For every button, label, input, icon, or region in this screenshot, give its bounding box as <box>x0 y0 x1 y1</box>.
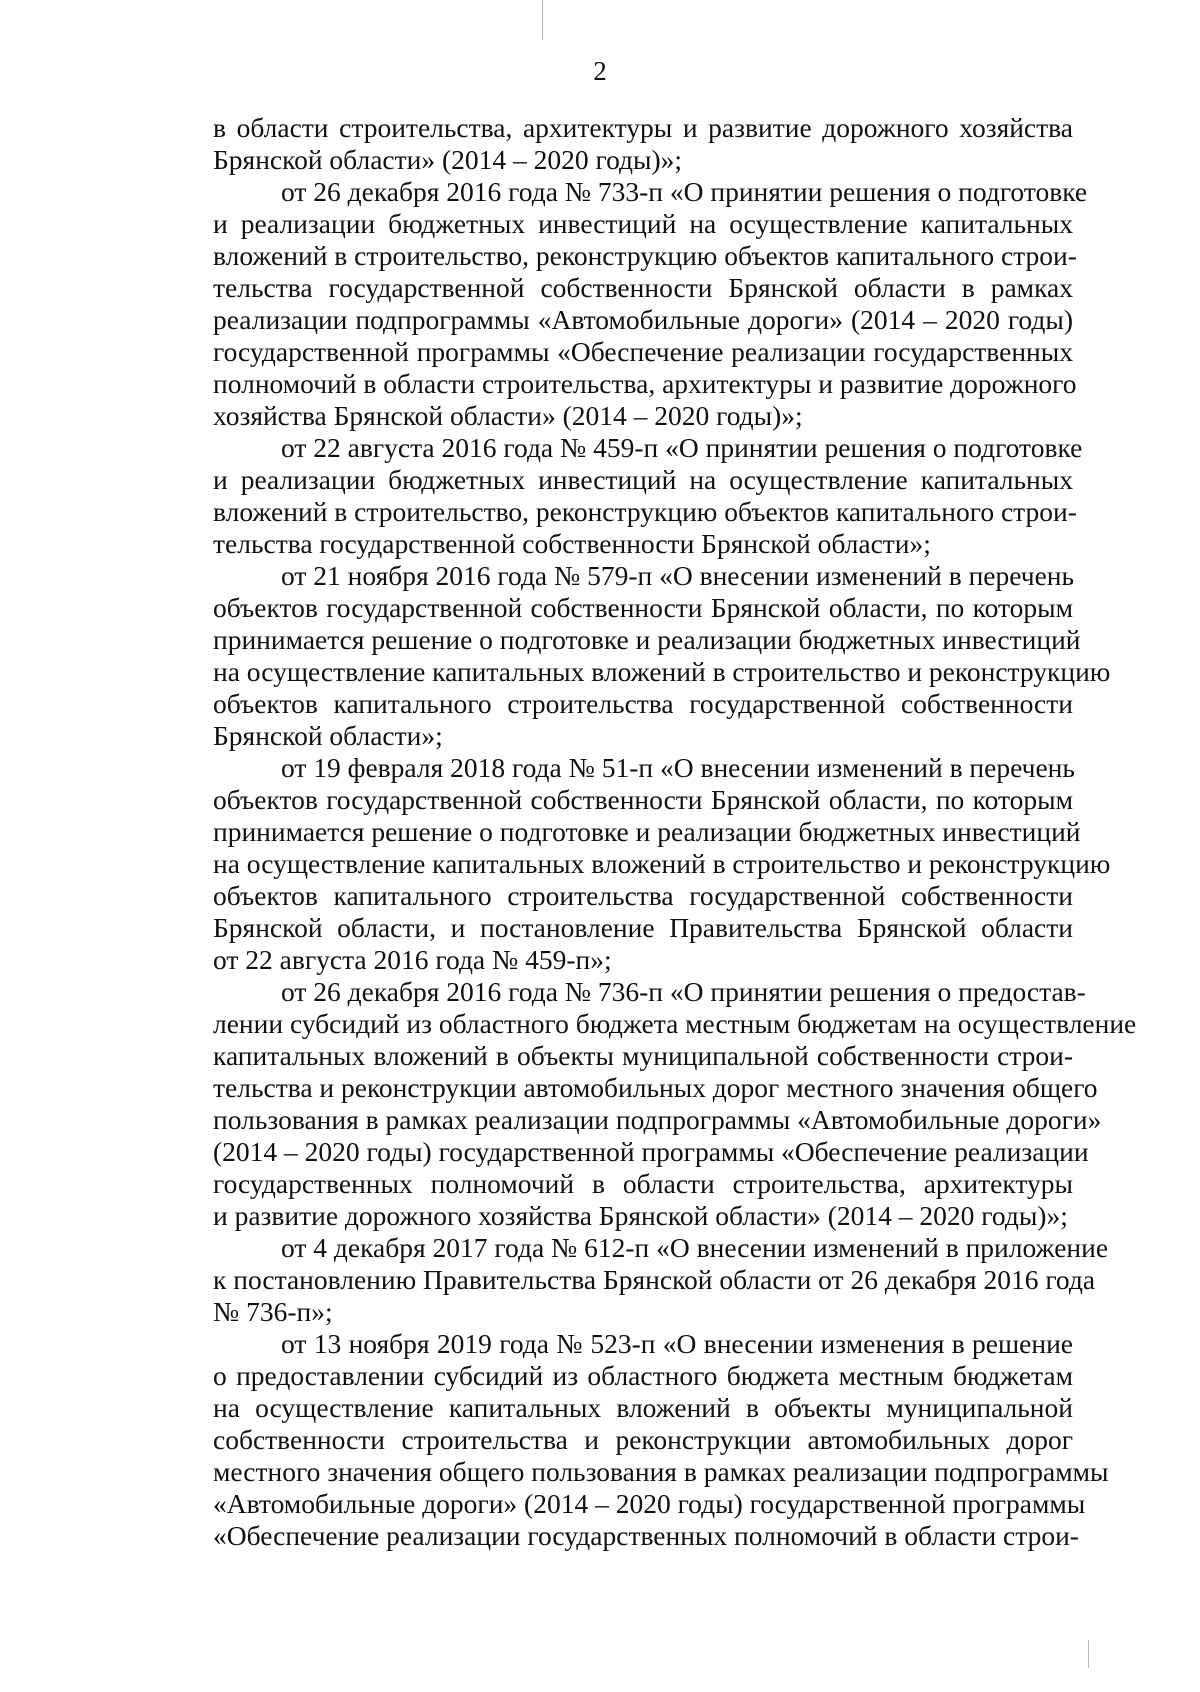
text-line: на осуществление капитальных вложений в объекты муниципальной <box>213 1392 1073 1423</box>
paragraph <box>213 752 1111 976</box>
text-line: объектов государственной собственности Брянской области, по которым <box>213 592 1073 623</box>
text-line: объектов государственной собственности Брянской области, по которым <box>213 784 1073 815</box>
text-line: тельства и реконструкции автомобильных дорог местного значения общего <box>213 1072 1098 1103</box>
text-line: объектов капитального строительства государственной собственности <box>213 688 1073 719</box>
text-line: реализации подпрограммы «Автомобильные дороги» (2014 – 2020 годы) <box>213 304 1073 335</box>
text-line: собственности строительства и реконструкции автомобильных дорог <box>213 1424 1073 1455</box>
text-line: на осуществление капитальных вложений в строительство и реконструкцию <box>213 656 1111 687</box>
text-line: хозяйства Брянской области» (2014 – 2020 годы)»; <box>213 400 803 431</box>
text-line: № 736-п»; <box>213 1296 333 1327</box>
text-line: Брянской области» (2014 – 2020 годы)»; <box>213 144 683 175</box>
document-body <box>213 112 1137 1552</box>
text-line: объектов капитального строительства государственной собственности <box>213 880 1073 911</box>
text-line: от 22 августа 2016 года № 459-п «О принятии решения о подготовке <box>281 432 1083 463</box>
text-line: о предоставлении субсидий из областного бюджета местным бюджетам <box>213 1360 1073 1391</box>
paragraph <box>213 1328 1109 1552</box>
text-line: от 13 ноября 2019 года № 523-п «О внесении изменения в решение <box>281 1328 1073 1359</box>
text-line: государственных полномочий в области строительства, архитектуры <box>213 1168 1073 1199</box>
text-line: капитальных вложений в объекты муниципальной собственности строи- <box>213 1040 1073 1071</box>
paragraph <box>213 112 1073 176</box>
text-line: от 26 декабря 2016 года № 736-п «О принятии решения о предостав- <box>281 976 1086 1007</box>
paragraph <box>213 976 1137 1232</box>
text-line: полномочий в области строительства, архитектуры и развитие дорожного <box>213 368 1077 399</box>
text-line: и реализации бюджетных инвестиций на осуществление капитальных <box>213 208 1073 239</box>
text-line: от 26 декабря 2016 года № 733-п «О принятии решения о подготовке <box>281 176 1088 207</box>
text-line: от 19 февраля 2018 года № 51-п «О внесении изменений в перечень <box>281 752 1075 783</box>
text-line: от 21 ноября 2016 года № 579-п «О внесении изменений в перечень <box>281 560 1075 591</box>
text-line: государственной программы «Обеспечение реализации государственных <box>213 336 1073 367</box>
text-line: к постановлению Правительства Брянской области от 26 декабря 2016 года <box>213 1264 1096 1295</box>
text-line: тельства государственной собственности Брянской области»; <box>213 528 931 559</box>
paragraph <box>213 1232 1109 1328</box>
text-line: лении субсидий из областного бюджета местным бюджетам на осуществление <box>213 1008 1137 1039</box>
text-line: вложений в строительство, реконструкцию объектов капитального строи- <box>213 496 1077 527</box>
text-line: (2014 – 2020 годы) государственной программы «Обеспечение реализации <box>213 1136 1089 1167</box>
text-line: на осуществление капитальных вложений в строительство и реконструкцию <box>213 848 1111 879</box>
scan-artifact <box>542 0 543 40</box>
text-line: от 4 декабря 2017 года № 612-п «О внесении изменений в приложение <box>281 1232 1109 1263</box>
text-line: и развитие дорожного хозяйства Брянской области» (2014 – 2020 годы)»; <box>213 1200 1068 1231</box>
text-line: Брянской области, и постановление Правительства Брянской области <box>213 912 1073 943</box>
text-line: принимается решение о подготовке и реализации бюджетных инвестиций <box>213 816 1081 847</box>
text-line: Брянской области»; <box>213 720 443 751</box>
paragraph <box>213 176 1088 432</box>
text-line: вложений в строительство, реконструкцию объектов капитального строи- <box>213 240 1077 271</box>
text-line: принимается решение о подготовке и реализации бюджетных инвестиций <box>213 624 1081 655</box>
text-line: и реализации бюджетных инвестиций на осуществление капитальных <box>213 464 1073 495</box>
text-line: «Автомобильные дороги» (2014 – 2020 годы) государственной программы <box>213 1488 1086 1519</box>
page-number: 2 <box>593 56 607 86</box>
text-line: местного значения общего пользования в рамках реализации подпрограммы <box>213 1456 1109 1487</box>
text-line: «Обеспечение реализации государственных полномочий в области строи- <box>213 1520 1079 1551</box>
text-line: пользования в рамках реализации подпрограммы «Автомобильные дороги» <box>213 1104 1102 1135</box>
text-line: от 22 августа 2016 года № 459-п»; <box>213 944 612 975</box>
paragraph <box>213 560 1111 752</box>
text-line: тельства государственной собственности Брянской области в рамках <box>213 272 1073 303</box>
scan-artifact <box>1088 1640 1089 1668</box>
text-line: в области строительства, архитектуры и развитие дорожного хозяйства <box>213 112 1073 143</box>
paragraph <box>213 432 1083 560</box>
